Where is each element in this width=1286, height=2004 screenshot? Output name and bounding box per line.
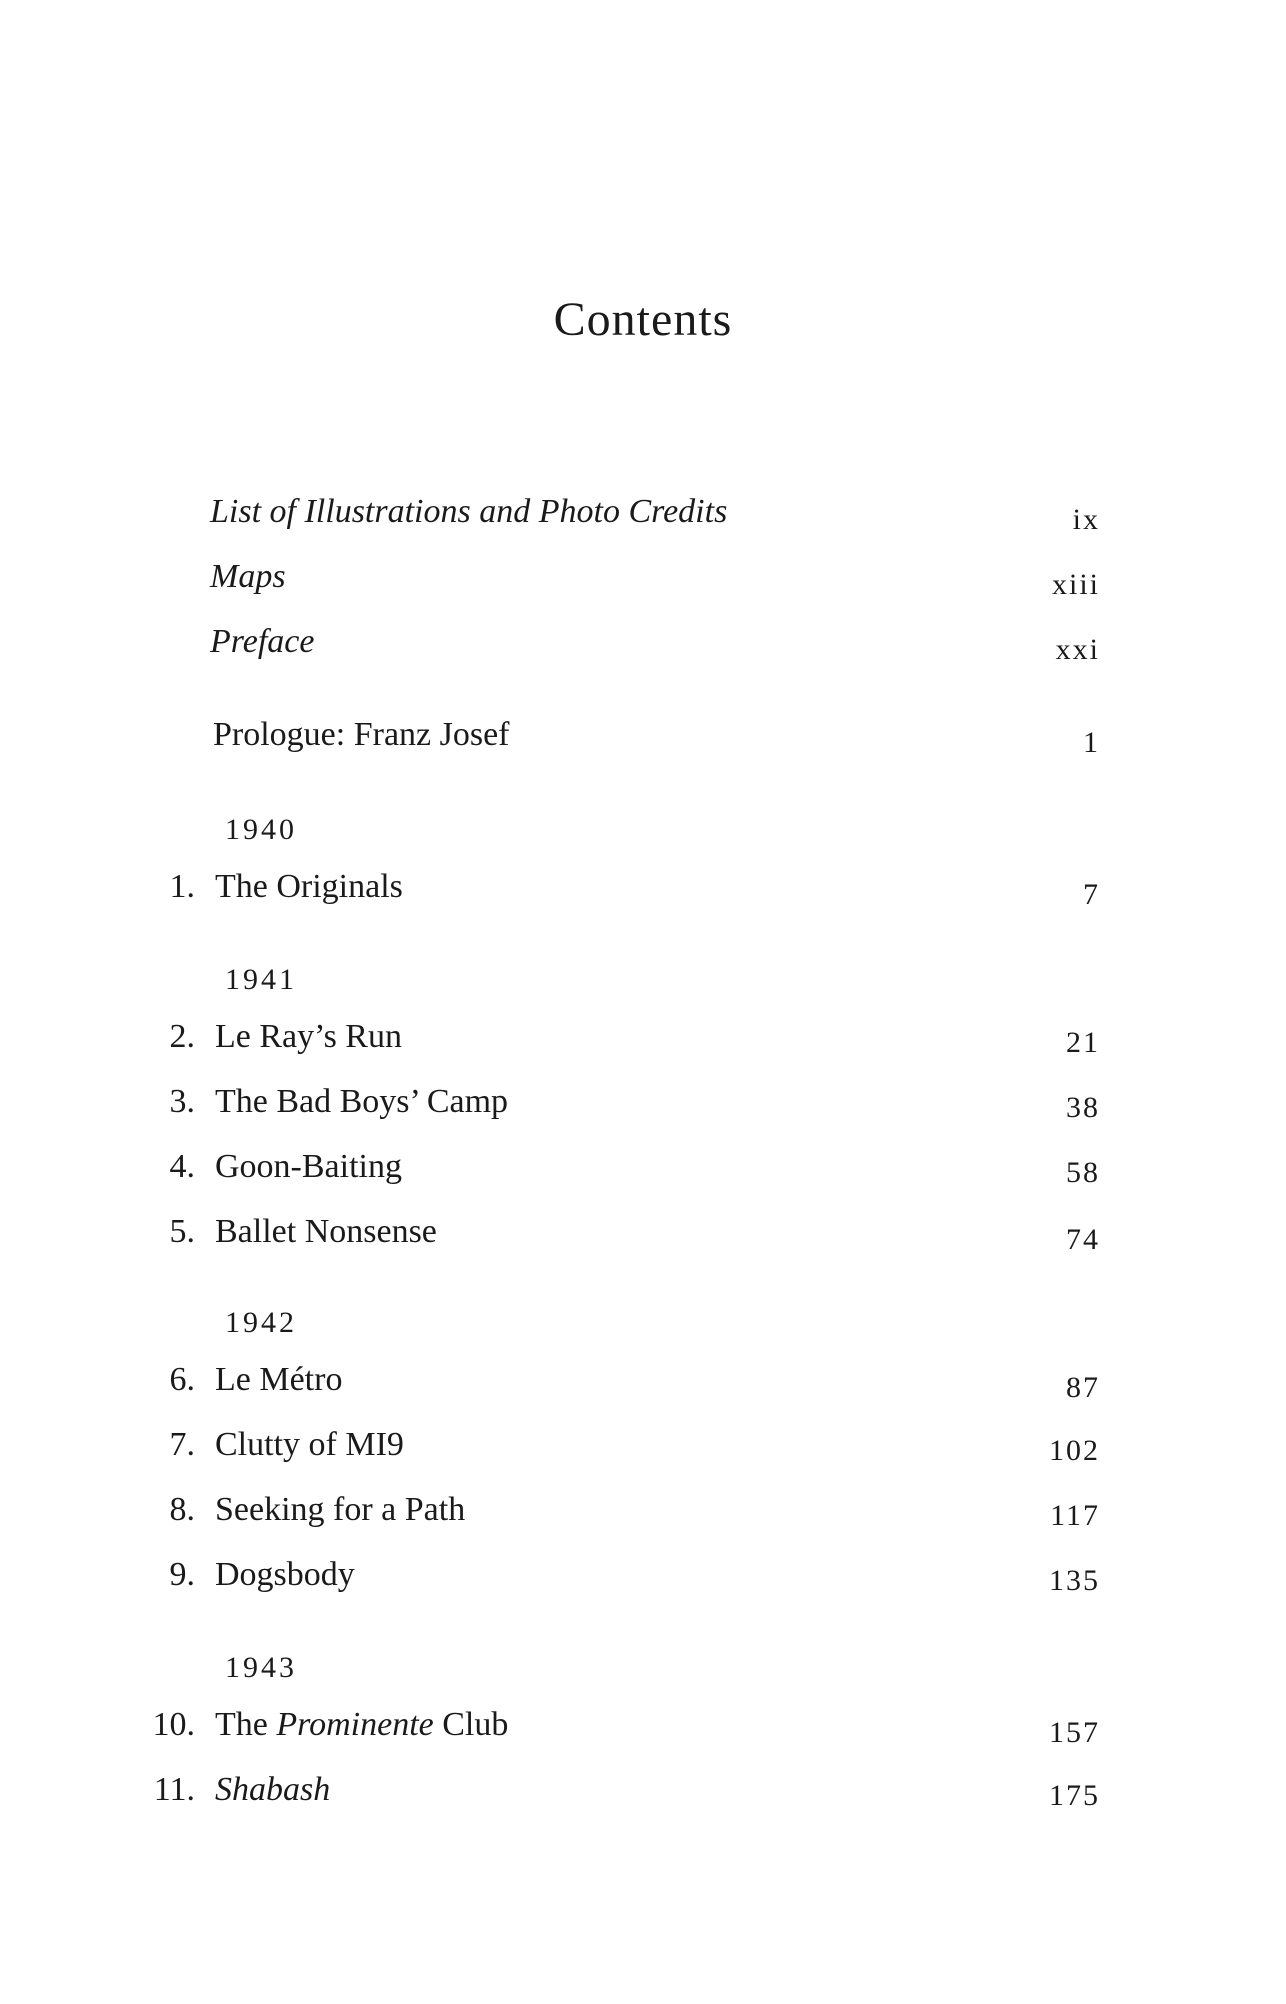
toc-entry-label: Dogsbody bbox=[215, 1556, 355, 1593]
section-year-1941: 1941 bbox=[225, 963, 297, 996]
toc-entry-page: 21 bbox=[1066, 1026, 1100, 1059]
toc-entry-page: 175 bbox=[1049, 1779, 1100, 1812]
toc-entry-label: Seeking for a Path bbox=[215, 1491, 466, 1528]
chapter-number: 1. bbox=[169, 868, 195, 905]
title-prefix: The bbox=[215, 1706, 277, 1743]
toc-entry-chapter-6[interactable] bbox=[0, 1355, 1286, 1405]
toc-entry-chapter-11[interactable] bbox=[0, 1765, 1286, 1815]
section-year-1943: 1943 bbox=[225, 1651, 297, 1684]
toc-entry-chapter-8[interactable] bbox=[0, 1485, 1286, 1535]
page-title: Contents bbox=[553, 293, 733, 346]
toc-entry-page: 1 bbox=[1083, 726, 1100, 759]
chapter-number: 8. bbox=[169, 1491, 195, 1528]
toc-entry-label: Maps bbox=[210, 558, 286, 595]
toc-entry-label: Clutty of MI9 bbox=[215, 1426, 404, 1463]
section-year-1940: 1940 bbox=[225, 813, 297, 846]
toc-entry-label: Ballet Nonsense bbox=[215, 1213, 437, 1250]
toc-entry-page: 38 bbox=[1066, 1091, 1100, 1124]
chapter-number: 11. bbox=[153, 1771, 195, 1808]
toc-entry-label: Preface bbox=[210, 623, 315, 660]
chapter-number: 2. bbox=[169, 1018, 195, 1055]
toc-entry-label: The Originals bbox=[215, 868, 403, 905]
toc-entry-label: Prologue: Franz Josef bbox=[213, 716, 510, 753]
toc-entry-preface[interactable] bbox=[0, 617, 1286, 667]
chapter-number: 5. bbox=[169, 1213, 195, 1250]
toc-entry-chapter-5[interactable] bbox=[0, 1207, 1286, 1257]
toc-entry-label: The Bad Boys’ Camp bbox=[215, 1083, 509, 1120]
toc-entry-label: Shabash bbox=[215, 1771, 331, 1808]
chapter-number: 6. bbox=[169, 1361, 195, 1398]
chapter-number: 3. bbox=[169, 1083, 195, 1120]
title-suffix: Club bbox=[433, 1706, 509, 1743]
toc-entry-chapter-1[interactable] bbox=[0, 862, 1286, 912]
toc-entry-chapter-7[interactable] bbox=[0, 1420, 1286, 1470]
toc-entry-page: 157 bbox=[1049, 1716, 1100, 1749]
chapter-number: 4. bbox=[169, 1148, 195, 1185]
toc-entry-page: 87 bbox=[1066, 1371, 1100, 1404]
toc-entry-page: 135 bbox=[1049, 1564, 1100, 1597]
toc-entry-chapter-9[interactable] bbox=[0, 1550, 1286, 1600]
toc-entry-label bbox=[215, 1700, 508, 1750]
toc-entry-chapter-4[interactable] bbox=[0, 1142, 1286, 1192]
toc-entry-label: Goon-Baiting bbox=[215, 1148, 402, 1185]
chapter-number: 9. bbox=[169, 1556, 195, 1593]
toc-entry-prologue[interactable] bbox=[0, 710, 1286, 760]
toc-entry-page: xxi bbox=[1055, 633, 1100, 666]
chapter-number: 10. bbox=[152, 1706, 195, 1743]
chapter-number: 7. bbox=[169, 1426, 195, 1463]
toc-entry-chapter-10[interactable] bbox=[0, 1700, 1286, 1750]
toc-entry-page: 102 bbox=[1049, 1434, 1100, 1467]
section-year-1942: 1942 bbox=[225, 1306, 297, 1339]
toc-entry-page: 117 bbox=[1050, 1499, 1100, 1532]
toc-entry-page: ix bbox=[1072, 503, 1100, 536]
toc-entry-page: 74 bbox=[1066, 1223, 1100, 1256]
toc-entry-page: xiii bbox=[1051, 568, 1100, 601]
toc-entry-label: Le Ray’s Run bbox=[215, 1018, 402, 1055]
toc-entry-page: 7 bbox=[1083, 878, 1100, 911]
toc-entry-label: List of Illustrations and Photo Credits bbox=[210, 493, 728, 530]
toc-entry-chapter-2[interactable] bbox=[0, 1012, 1286, 1062]
toc-entry-page: 58 bbox=[1066, 1156, 1100, 1189]
toc-entry-illustrations[interactable] bbox=[0, 487, 1286, 537]
toc-entry-label: Le Métro bbox=[215, 1361, 343, 1398]
title-italic: Prominente bbox=[276, 1706, 434, 1743]
toc-entry-chapter-3[interactable] bbox=[0, 1077, 1286, 1127]
toc-entry-maps[interactable] bbox=[0, 552, 1286, 602]
